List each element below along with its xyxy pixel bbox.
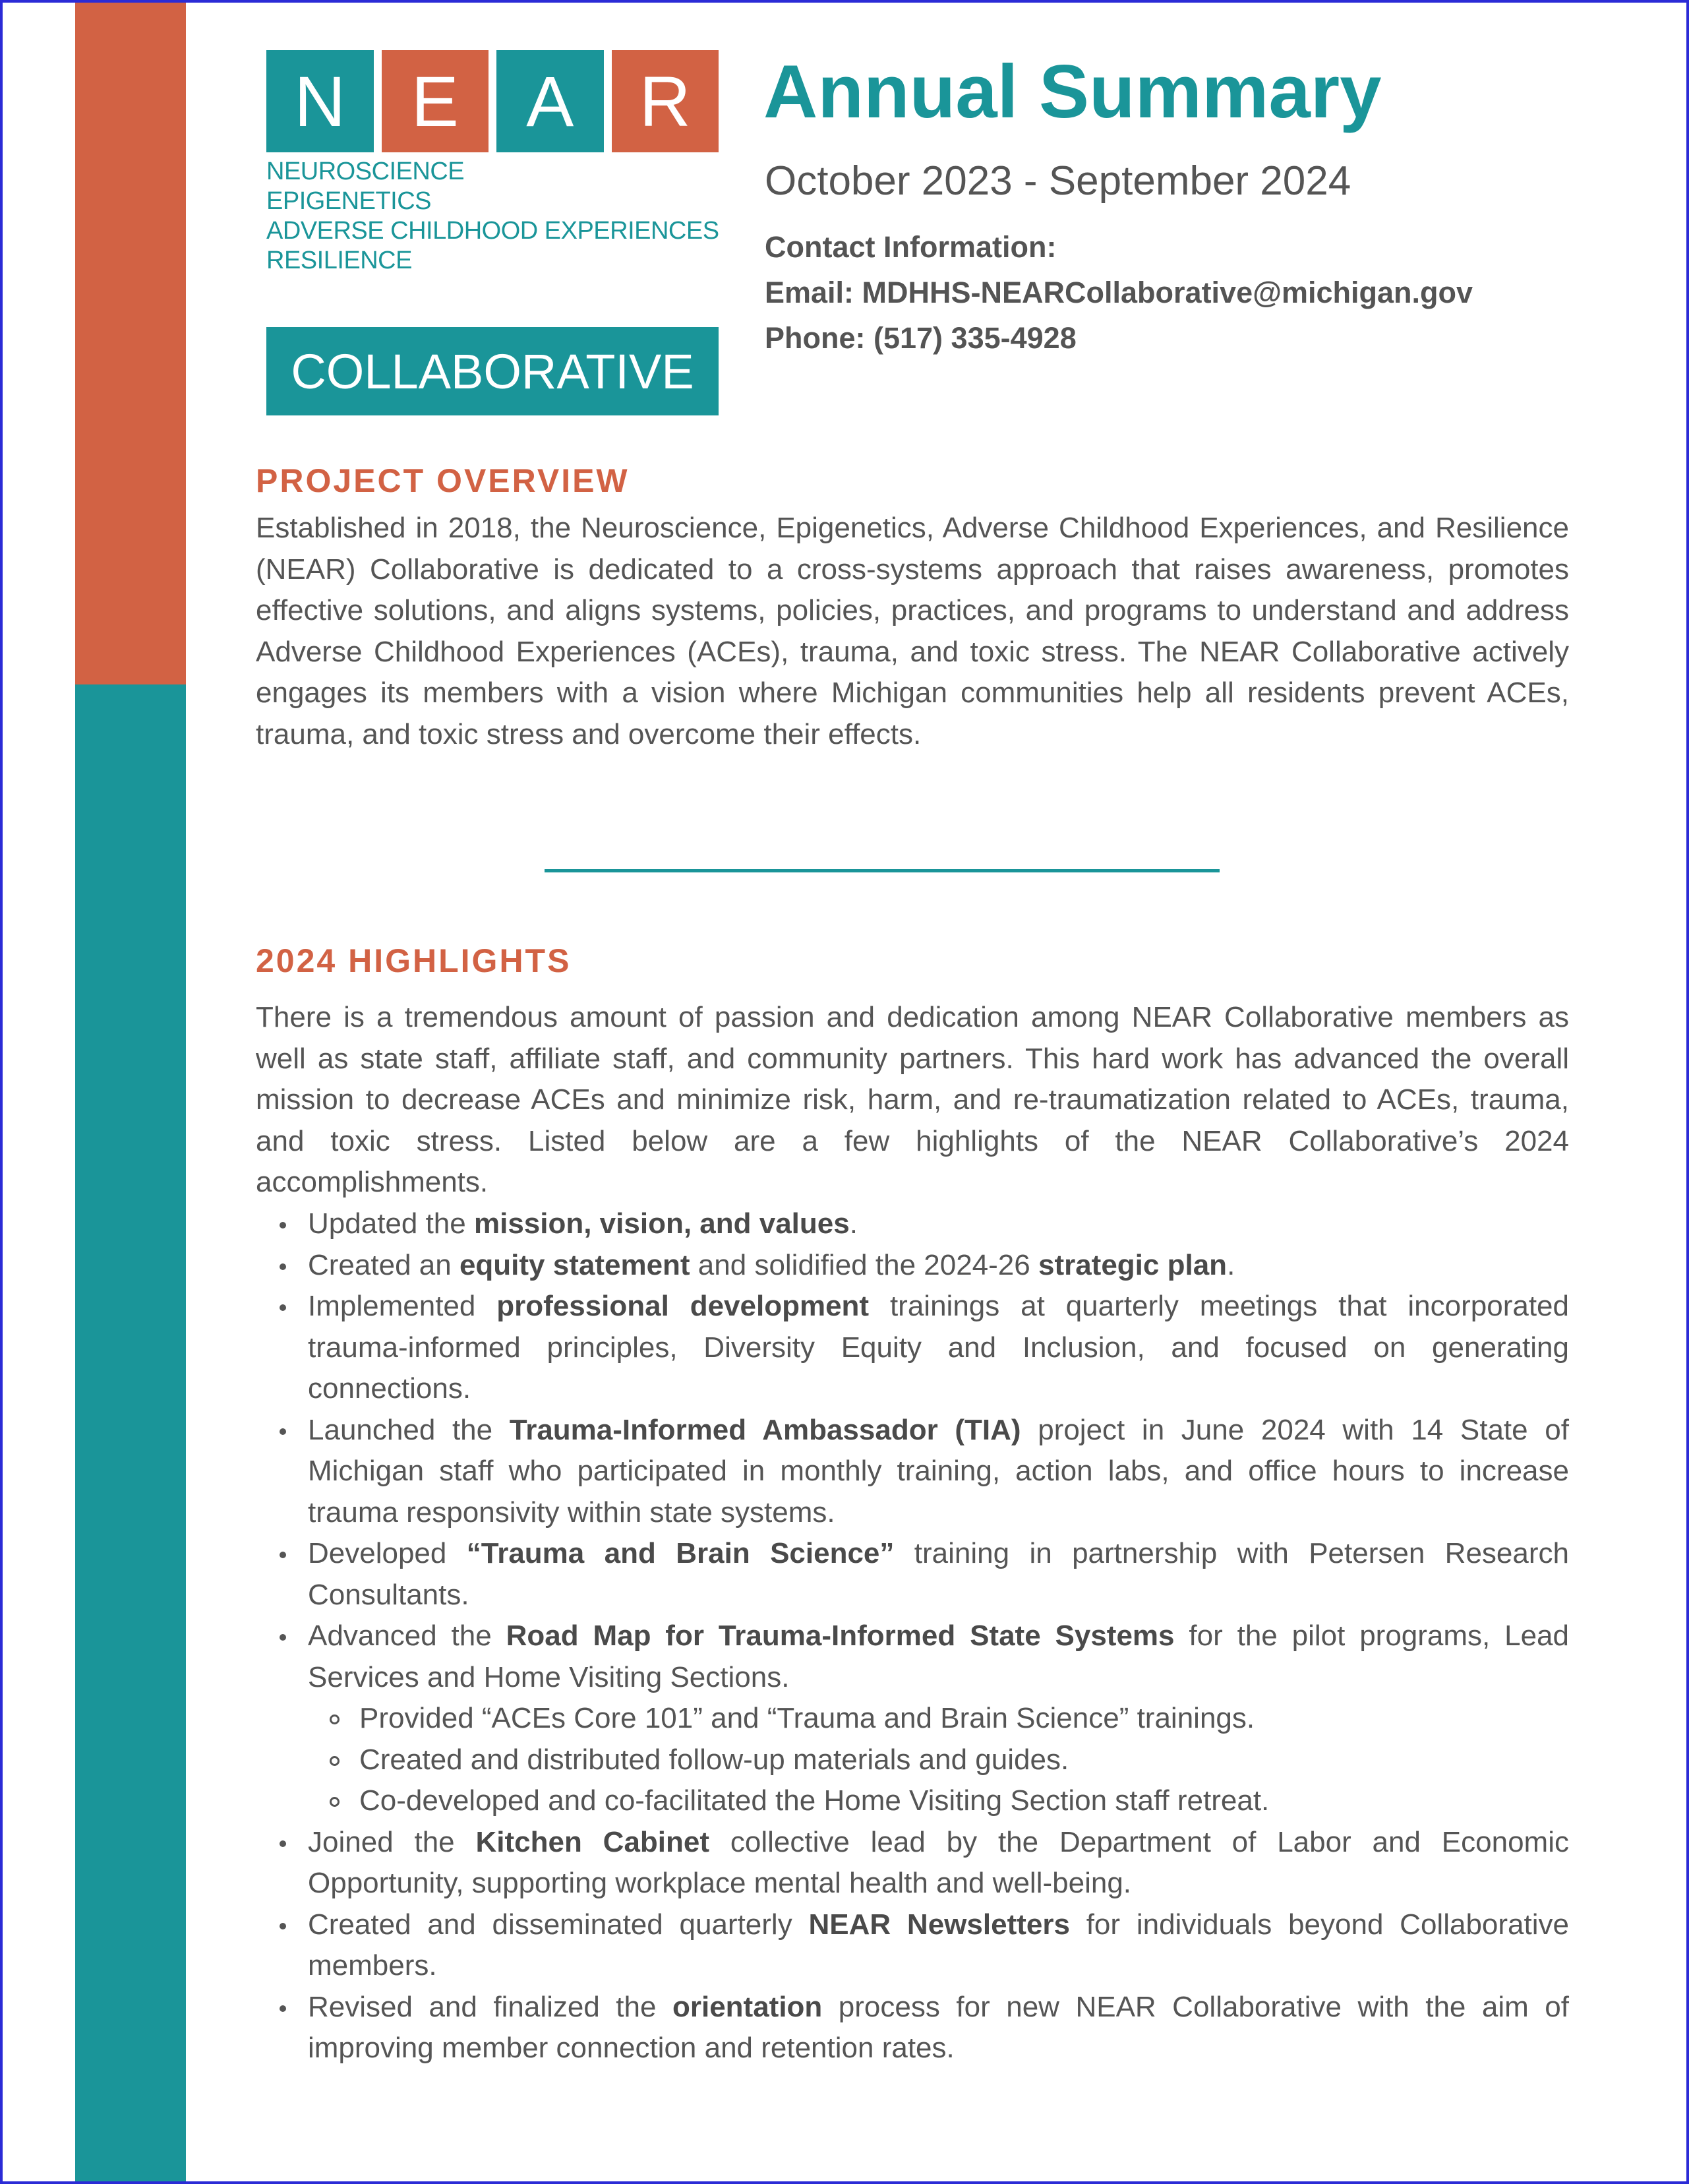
hollow-bullet-icon bbox=[330, 1714, 340, 1724]
section-divider bbox=[545, 869, 1220, 872]
logo-letters bbox=[266, 50, 719, 152]
list-item: Developed “Trauma and Brain Science” training in partnership with Petersen Research Consultants. bbox=[256, 1533, 1569, 1616]
contact-phone: Phone: (517) 335-4928 bbox=[765, 321, 1077, 355]
list-item: Joined the Kitchen Cabinet collective lead by the Department of Labor and Economic Opportunity, supporting workplace mental health and well-being. bbox=[256, 1822, 1569, 1904]
bullet-icon bbox=[280, 1552, 286, 1558]
sub-list-item: Co-developed and co-facilitated the Home Visiting Section staff retreat. bbox=[256, 1780, 1569, 1822]
contact-heading: Contact Information: bbox=[765, 230, 1057, 264]
side-accent-orange bbox=[75, 3, 186, 684]
contact-email: Email: MDHHS-NEARCollaborative@michigan.gov bbox=[765, 276, 1473, 309]
bullet-icon bbox=[280, 1304, 286, 1311]
logo-letter-n: N bbox=[266, 50, 374, 152]
reporting-period: October 2023 - September 2024 bbox=[765, 158, 1351, 204]
bullet-icon bbox=[280, 1222, 286, 1228]
bullet-icon bbox=[280, 2005, 286, 2012]
bullet-icon bbox=[280, 1634, 286, 1641]
logo-word-epigenetics: EPIGENETICS bbox=[266, 187, 431, 215]
bullet-icon bbox=[280, 1263, 286, 1270]
page-title: Annual Summary bbox=[763, 50, 1382, 134]
overview-heading: PROJECT OVERVIEW bbox=[256, 462, 630, 499]
hollow-bullet-icon bbox=[330, 1756, 340, 1766]
logo-letter-r: R bbox=[612, 50, 719, 152]
side-accent-teal bbox=[75, 684, 186, 2181]
logo-letter-a: A bbox=[496, 50, 604, 152]
highlights-list bbox=[256, 1203, 1569, 2069]
logo-letter-e: E bbox=[382, 50, 489, 152]
sub-list-item: Created and distributed follow-up materials and guides. bbox=[256, 1740, 1569, 1781]
list-item: Created and disseminated quarterly NEAR Newsletters for individuals beyond Collaborative members. bbox=[256, 1904, 1569, 1987]
logo-collaborative: COLLABORATIVE bbox=[266, 327, 719, 415]
bullet-icon bbox=[280, 1428, 286, 1435]
bullet-icon bbox=[280, 1840, 286, 1847]
logo-word-aces: ADVERSE CHILDHOOD EXPERIENCES bbox=[266, 217, 719, 245]
list-item: Created an equity statement and solidified the 2024-26 strategic plan. bbox=[256, 1245, 1569, 1287]
highlights-intro: There is a tremendous amount of passion and dedication among NEAR Collaborative members as well as state staff, affiliate staff, and community partners. This hard work has advanced the overall mission to decrease ACEs and minimize risk, harm, and re-traumatization related to ACEs, trauma, and toxic stress. Listed below are a few highlights of the NEAR Collaborative’s 2024 accomplishments. bbox=[256, 1001, 1569, 1198]
logo-acronym-words bbox=[266, 157, 719, 276]
highlights-heading: 2024 HIGHLIGHTS bbox=[256, 942, 572, 979]
sub-list-item: Provided “ACEs Core 101” and “Trauma and Brain Science” trainings. bbox=[256, 1698, 1569, 1740]
list-item: Launched the Trauma-Informed Ambassador (TIA) project in June 2024 with 14 State of Michigan staff who participated in monthly training, action labs, and office hours to increase trauma responsivity within state systems. bbox=[256, 1410, 1569, 1534]
bullet-icon bbox=[280, 1923, 286, 1929]
list-item: Updated the mission, vision, and values. bbox=[256, 1203, 1569, 1245]
contact-block bbox=[765, 224, 1473, 361]
list-item: Revised and finalized the orientation process for new NEAR Collaborative with the aim of improving member connection and retention rates. bbox=[256, 1987, 1569, 2069]
hollow-bullet-icon bbox=[330, 1797, 340, 1807]
list-item: Implemented professional development trainings at quarterly meetings that incorporated trauma-informed principles, Diversity Equity and Inclusion, and focused on generating connections. bbox=[256, 1286, 1569, 1410]
near-logo bbox=[266, 50, 719, 399]
overview-body: Established in 2018, the Neuroscience, Epigenetics, Adverse Childhood Experiences, and Resilience (NEAR) Collaborative is dedicated to a cross-systems approach that raises awareness, promotes effective solutions, and aligns systems, policies, practices, and programs to understand and address Adverse Childhood Experiences (ACEs), trauma, and toxic stress. The NEAR Collaborative actively engages its members with a vision where Michigan communities help all residents prevent ACEs, trauma, and toxic stress and overcome their effects. bbox=[256, 512, 1569, 750]
logo-word-resilience: RESILIENCE bbox=[266, 247, 412, 274]
logo-word-neuroscience: NEUROSCIENCE bbox=[266, 158, 465, 185]
list-item: Advanced the Road Map for Trauma-Informed State Systems for the pilot programs, Lead Services and Home Visiting Sections. bbox=[256, 1616, 1569, 1698]
